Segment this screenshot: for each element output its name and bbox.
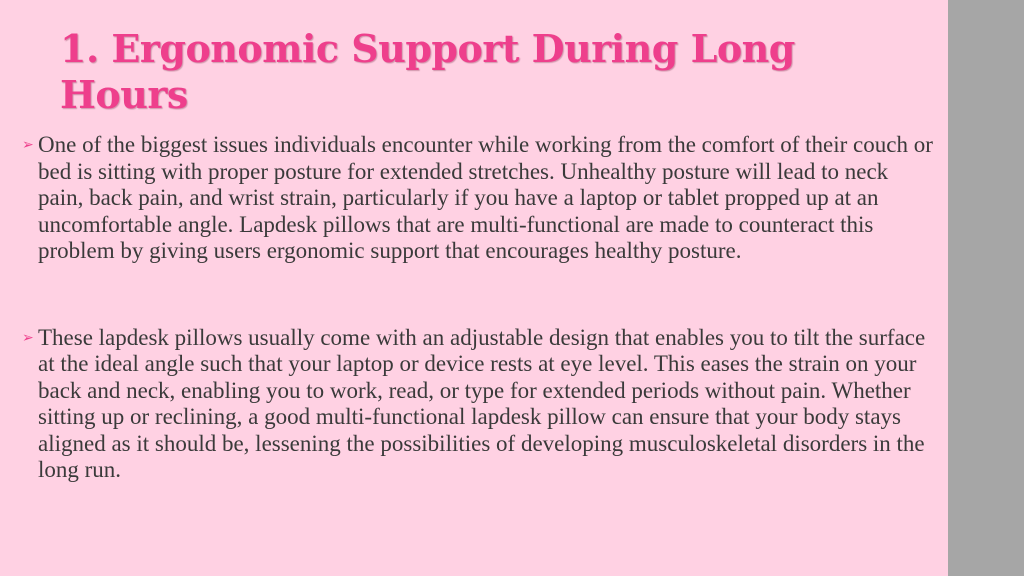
arrow-bullet-icon: ➢	[22, 137, 34, 153]
bullet-item	[22, 325, 937, 484]
arrow-bullet-icon: ➢	[22, 329, 34, 346]
bullet-list	[22, 132, 937, 484]
side-panel	[948, 0, 1024, 576]
bullet-item	[22, 132, 937, 265]
bullet-text: These lapdesk pillows usually come with an adjustable design that enables you to tilt the surface at the ideal angle such that your laptop or device rests at eye level. This eases the strain on your back and neck, enabling you to work, read, or type for extended periods without pain. Whether sitting up or reclining, a good multi-functional lapdesk pillow can ensure that your body stays aligned as it should be, lessening the possibilities of developing musculoskeletal disorders in the long run.	[38, 324, 926, 482]
slide-title: 1. Ergonomic Support During Long Hours	[60, 26, 795, 117]
bullet-text: One of the biggest issues individuals encounter while working from the comfort of their couch or bed is sitting with proper posture for extended stretches. Unhealthy posture will lead to neck pain, back pain, and wrist strain, particularly if you have a laptop or tablet propped up at an uncomfortable angle. Lapdesk pillows that are multi-functional are made to counteract this problem by giving users ergonomic support that encourages healthy posture.	[38, 132, 933, 263]
